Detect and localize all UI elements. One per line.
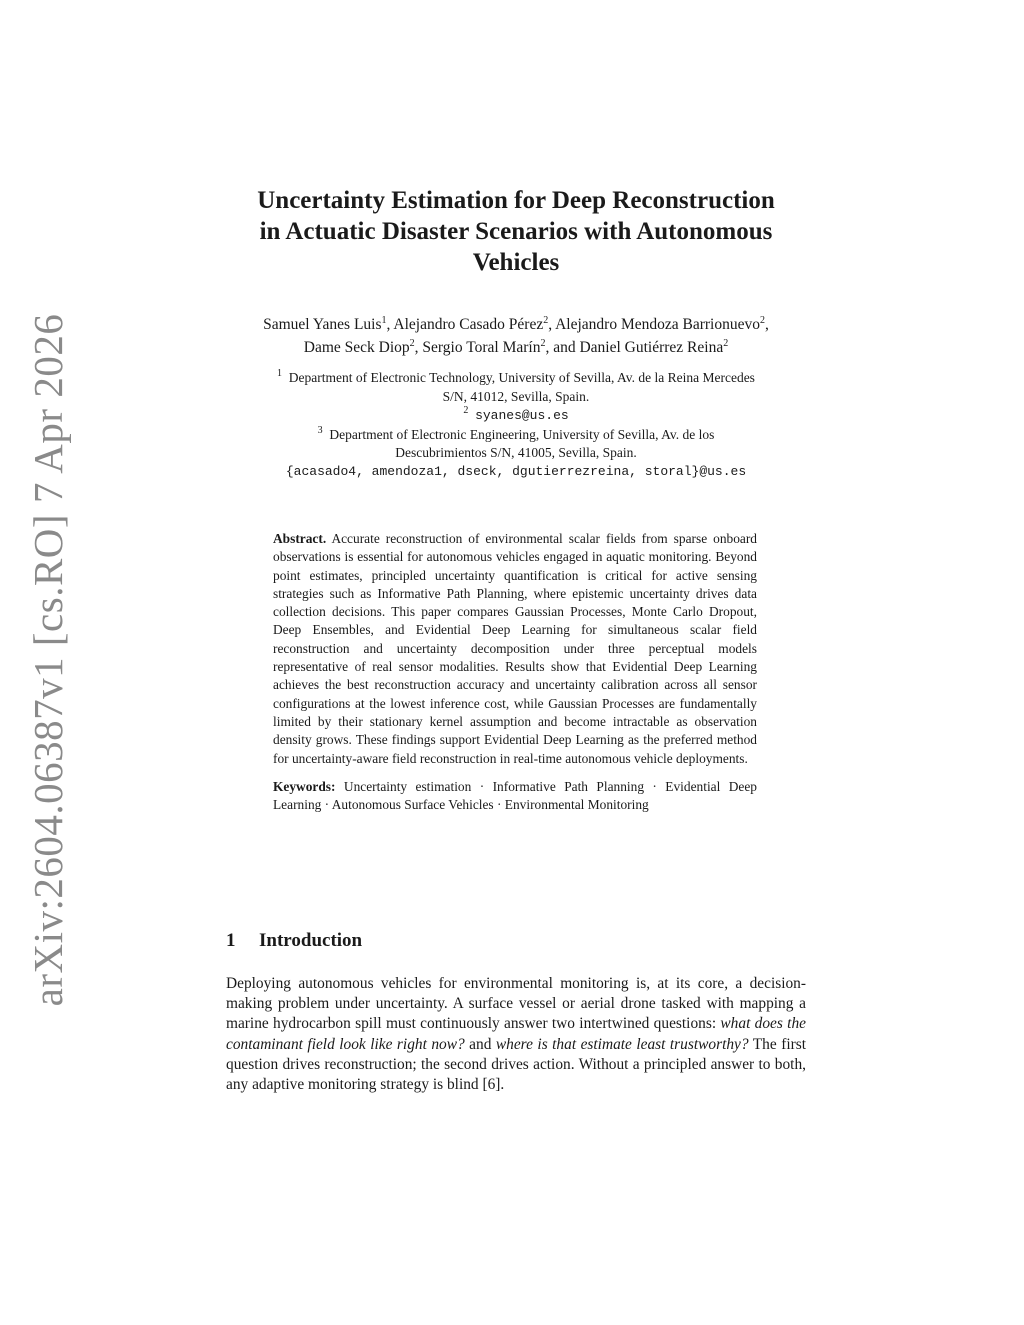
author-affil-marker: 2 — [760, 315, 765, 326]
section-heading — [226, 930, 806, 952]
intro-paragraph — [226, 974, 806, 1095]
title-line-1: Uncertainty Estimation for Deep Reconstruction — [257, 187, 775, 214]
affiliation-marker: 3 — [317, 424, 323, 436]
abstract-paragraph — [273, 530, 757, 768]
author-affil-marker: 1 — [381, 315, 387, 326]
affiliation-3-line-2: Descubrimientos S/N, 41005, Sevilla, Spain. — [395, 445, 637, 460]
affiliation-2 — [226, 406, 806, 426]
author-affil-marker: 2 — [543, 315, 549, 326]
paper-title — [226, 185, 806, 278]
author-list — [226, 313, 806, 359]
author-name: , and Daniel Gutiérrez Reina — [545, 339, 724, 356]
author-name: , Alejandro Casado Pérez — [386, 316, 544, 333]
author-name: Samuel Yanes Luis — [263, 316, 382, 333]
intro-text: Deploying autonomous vehicles for environmental monitoring is, at its core, a decision-making problem under uncertainty. A surface vessel or aerial drone tasked with mapping a marine hydrocarbon spill must continuously answer two intertwined questions: — [226, 975, 806, 1033]
affiliation-3-line-1 — [226, 426, 806, 445]
intro-question-2: where is that estimate least trustworthy? — [495, 1035, 749, 1053]
author-line-2 — [226, 336, 806, 359]
abstract-block — [273, 530, 757, 814]
intro-text: and — [464, 1035, 496, 1053]
intro-question-1: what does the contaminant field look like right now? — [226, 1015, 806, 1053]
keywords-paragraph — [273, 778, 757, 815]
keywords-label: Keywords: — [273, 778, 336, 794]
section-number: 1 — [226, 930, 236, 951]
author-affil-marker: 2 — [409, 338, 415, 349]
author-affil-marker: 2 — [540, 338, 546, 349]
affiliation-text: Department of Electronic Technology, University of Sevilla, Av. de la Reina Mercedes — [288, 370, 755, 385]
keywords-text: Uncertainty estimation · Informative Path Planning · Evidential Deep Learning · Autonomous Surface Vehicles · Environmental Monitoring — [273, 778, 757, 813]
title-line-3: Vehicles — [472, 249, 560, 276]
author-affil-marker: 2 — [723, 338, 729, 349]
abstract-label: Abstract. — [273, 531, 327, 546]
email-address[interactable]: syanes@us.es — [475, 408, 569, 423]
author-separator: , — [765, 316, 769, 333]
author-name: Dame Seck Diop — [303, 339, 410, 356]
affiliation-3-email[interactable]: {acasado4, amendoza1, dseck, dgutierrezreina, storal}@us.es — [285, 463, 747, 479]
author-name: , Alejandro Mendoza Barrionuevo — [548, 316, 760, 333]
affiliation-marker: 1 — [277, 368, 283, 379]
affiliation-1-line-1 — [226, 369, 806, 388]
affiliation-1-line-2: S/N, 41012, Sevilla, Spain. — [442, 388, 590, 404]
section-title: Introduction — [259, 930, 363, 951]
affiliation-marker: 2 — [463, 405, 469, 416]
abstract-text: Accurate reconstruction of environmental scalar fields from sparse onboard observations is essential for autonomous vehicles engaged in aquatic monitoring. Beyond point estimates, principled uncertainty quantification is critical for active sensing strategies such as Informative Path Planning, where epistemic uncertainty drives data collection decisions. This paper compares Gaussian Processes, Monte Carlo Dropout, Deep Ensembles, and Evidential Deep Learning for simultaneous scalar field reconstruction and uncertainty decomposition under three perceptual models representative of real sensor modalities. Results show that Evidential Deep Learning achieves the best reconstruction accuracy and uncertainty calibration across all sensor configurations at the lowest inference cost, while Gaussian Processes are fundamentally limited by their stationary kernel assumption and become intractable as observation density grows. These findings support Evidential Deep Learning as the preferred method for uncertainty-aware field reconstruction in real-time autonomous vehicle deployments. — [273, 531, 758, 766]
intro-text: The first question drives reconstruction; the second drives action. Without a principled answer to both, any adaptive monitoring strategy is blind [6]. — [226, 1035, 806, 1094]
title-line-2: in Actuatic Disaster Scenarios with Autonomous — [259, 218, 773, 245]
arxiv-identifier: arXiv:2604.06387v1 [cs.RO] 7 Apr 2026 — [25, 313, 71, 1007]
introduction-body — [226, 974, 806, 1095]
affiliation-text: Department of Electronic Engineering, University of Sevilla, Av. de los — [329, 426, 715, 442]
author-line-1 — [226, 313, 806, 336]
affiliations — [226, 369, 806, 481]
author-name: , Sergio Toral Marín — [414, 339, 541, 356]
